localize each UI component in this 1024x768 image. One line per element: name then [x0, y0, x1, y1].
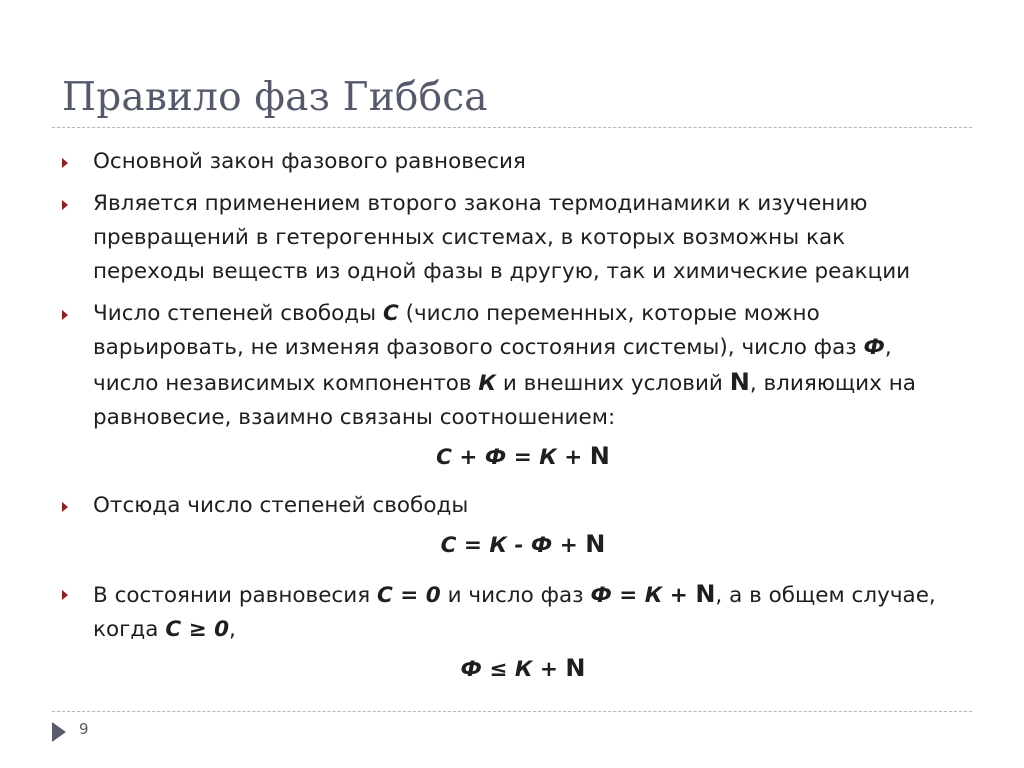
formula-n: N [565, 654, 586, 682]
bullet-item [62, 145, 962, 179]
bullet-text [93, 301, 916, 430]
formula-degrees-of-freedom [62, 527, 962, 563]
title-divider [52, 127, 972, 128]
bullet-arrow-icon [62, 310, 68, 320]
bullet-arrow-icon [62, 158, 68, 168]
bullet-text: Отсюда число степеней свободы [93, 493, 469, 518]
equation-c-geq-zero: С ≥ 0 [165, 617, 230, 642]
formula-main: С + Ф = К + [436, 445, 590, 470]
text-segment: и внешних условий [495, 371, 730, 396]
text-segment: и число фаз [440, 583, 591, 608]
slide-content [62, 145, 962, 701]
bullet-item [62, 187, 962, 289]
formula-main: Ф ≤ К + [460, 657, 566, 682]
formula-n: N [589, 442, 610, 470]
equation-f-equals: Ф = К + [590, 583, 696, 608]
formula-main: С = К - Ф + [440, 533, 586, 558]
symbol-k: К [478, 371, 496, 396]
symbol-f: Ф [863, 335, 885, 360]
bullet-arrow-icon [62, 590, 68, 600]
text-segment: В состоянии равновесия [93, 583, 377, 608]
text-segment: , число независимых компонентов [93, 335, 892, 396]
formula-gibbs-rule [62, 439, 962, 475]
bullet-item [62, 489, 962, 523]
text-segment: , влияющих на равновесие, взаимно связаны соотношением: [93, 371, 916, 430]
bullet-arrow-icon [62, 200, 68, 210]
page-number: 9 [79, 720, 89, 738]
symbol-c: С [382, 301, 399, 326]
bullet-item [62, 577, 962, 647]
footer-divider [52, 711, 972, 712]
bullet-arrow-icon [62, 502, 68, 512]
formula-n: N [585, 530, 606, 558]
formula-phase-inequality [62, 651, 962, 687]
equation-c-zero: С = 0 [377, 583, 441, 608]
text-segment: , а в общем случае, когда [93, 583, 936, 642]
footer-arrow-icon [52, 722, 66, 742]
bullet-item [62, 297, 962, 435]
text-segment: (число переменных, которые можно варьировать, не изменяя фазового состояния системы), число фаз [93, 301, 864, 360]
bullet-text: Основной закон фазового равновесия [93, 149, 526, 174]
symbol-n: N [695, 580, 716, 608]
text-segment: Число степеней свободы [93, 301, 383, 326]
bullet-text [93, 580, 936, 642]
text-segment: , [229, 617, 236, 642]
bullet-text: Является применением второго закона термодинамики к изучению превращений в гетерогенных системах, в которых возможны как переходы веществ из одной фазы в другую, так и химические реакции [93, 191, 911, 284]
slide-title: Правило фаз Гиббса [62, 75, 488, 120]
symbol-n: N [729, 368, 750, 396]
